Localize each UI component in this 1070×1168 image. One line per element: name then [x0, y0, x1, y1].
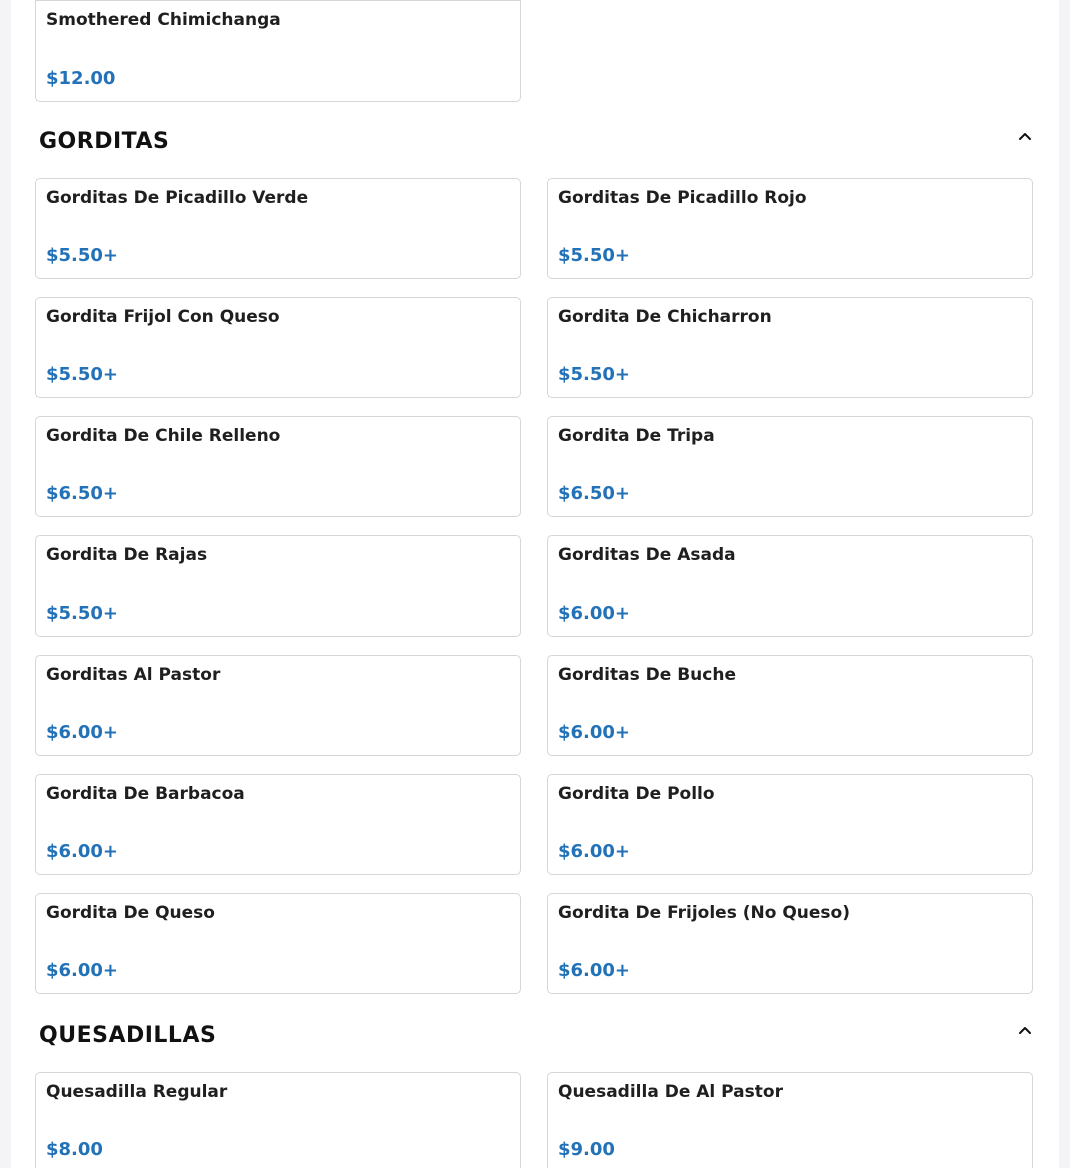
- menu-item-name: Gorditas De Picadillo Verde: [46, 188, 309, 208]
- menu-item-price: $6.00+: [558, 603, 631, 624]
- menu-item-price: $6.00+: [558, 841, 631, 862]
- menu-item-card[interactable]: [547, 535, 1033, 637]
- menu-item-card[interactable]: [547, 1072, 1033, 1168]
- menu-item-price: $5.50+: [46, 603, 119, 624]
- menu-item-name: Gorditas De Buche: [558, 665, 736, 685]
- menu-item-price: $6.50+: [46, 483, 119, 504]
- section-title-quesadillas: QUESADILLAS: [39, 1023, 217, 1048]
- menu-item-price: $9.00: [558, 1139, 615, 1160]
- menu-item-card[interactable]: [35, 416, 521, 517]
- menu-item-card[interactable]: [35, 1072, 521, 1168]
- menu-item-name: Gordita De Rajas: [46, 545, 208, 565]
- menu-item-price: $5.50+: [558, 364, 631, 385]
- menu-item-price: $6.00+: [46, 841, 119, 862]
- menu-item-price: $5.50+: [46, 364, 119, 385]
- section-collapse-toggle[interactable]: [1013, 124, 1037, 148]
- menu-item-name: Gordita De Queso: [46, 903, 215, 923]
- menu-page: [11, 0, 1059, 1168]
- menu-item-name: Gordita De Chile Relleno: [46, 426, 281, 446]
- menu-item-card[interactable]: [35, 655, 521, 756]
- section-collapse-toggle[interactable]: [1013, 1018, 1037, 1042]
- menu-item-name: Gorditas Al Pastor: [46, 665, 221, 685]
- menu-item-price: $5.50+: [46, 245, 119, 266]
- menu-item-name: Gordita De Barbacoa: [46, 784, 245, 804]
- menu-item-card[interactable]: [547, 655, 1033, 756]
- chevron-up-icon: [1013, 124, 1037, 148]
- menu-item-price: $6.00+: [558, 960, 631, 981]
- menu-item-card[interactable]: [35, 535, 521, 637]
- chevron-up-icon: [1013, 1018, 1037, 1042]
- menu-item-card[interactable]: [547, 416, 1033, 517]
- menu-item-name: Smothered Chimichanga: [46, 10, 281, 30]
- menu-item-card[interactable]: [547, 774, 1033, 875]
- menu-item-price: $6.00+: [558, 722, 631, 743]
- menu-item-card[interactable]: [35, 893, 521, 994]
- menu-item-card[interactable]: [547, 893, 1033, 994]
- menu-item-name: Gordita De Chicharron: [558, 307, 772, 327]
- menu-item-card[interactable]: [35, 178, 521, 279]
- menu-item-name: Gordita De Pollo: [558, 784, 715, 804]
- menu-item-card[interactable]: [547, 178, 1033, 279]
- menu-item-name: Gordita De Tripa: [558, 426, 715, 446]
- menu-item-name: Gordita Frijol Con Queso: [46, 307, 280, 327]
- menu-item-name: Gorditas De Picadillo Rojo: [558, 188, 807, 208]
- menu-item-price: $8.00: [46, 1139, 103, 1160]
- menu-item-name: Quesadilla Regular: [46, 1082, 228, 1102]
- menu-item-name: Quesadilla De Al Pastor: [558, 1082, 783, 1102]
- menu-item-card[interactable]: [35, 774, 521, 875]
- menu-item-name: Gordita De Frijoles (No Queso): [558, 903, 850, 923]
- menu-item-name: Gorditas De Asada: [558, 545, 736, 565]
- section-title-gorditas: GORDITAS: [39, 129, 170, 154]
- menu-item-price: $6.00+: [46, 722, 119, 743]
- menu-item-card[interactable]: [35, 297, 521, 398]
- menu-item-price: $6.00+: [46, 960, 119, 981]
- menu-item-card[interactable]: [35, 0, 521, 102]
- menu-item-price: $12.00: [46, 68, 116, 89]
- menu-item-card[interactable]: [547, 297, 1033, 398]
- menu-item-price: $5.50+: [558, 245, 631, 266]
- menu-item-price: $6.50+: [558, 483, 631, 504]
